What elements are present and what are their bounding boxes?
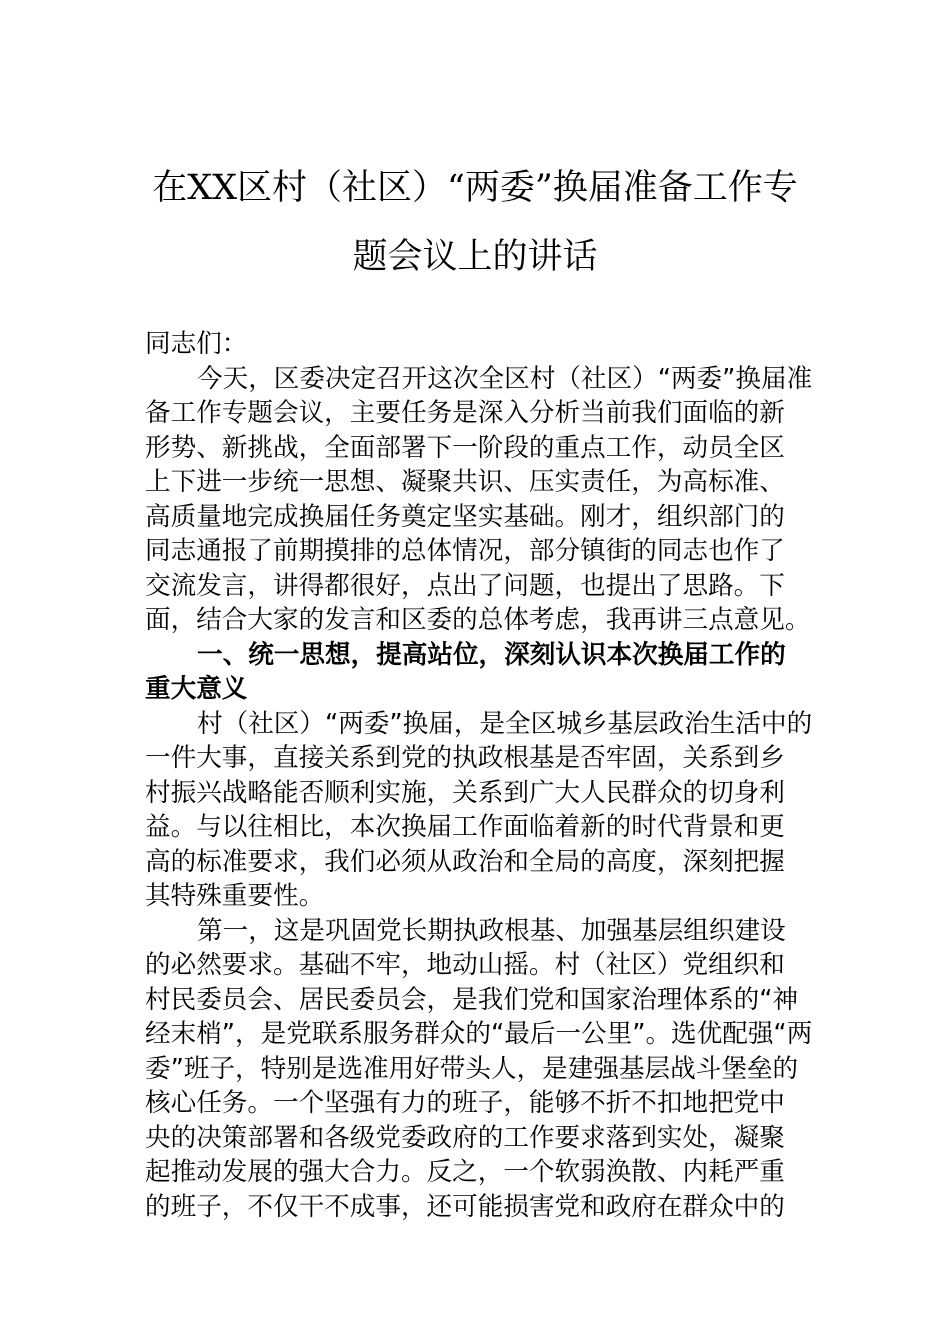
section-heading-line: 重大意义 (145, 674, 248, 704)
text-line: 备工作专题会议，主要任务是深入分析当前我们面临的新 (145, 398, 785, 428)
text-line: 的班子，不仅干不成事，还可能损害党和政府在群众中的 (145, 1191, 785, 1222)
text-line: 起推动发展的强大合力。反之，一个软弱涣散、内耗严重 (145, 1157, 785, 1187)
text-line: 高的标准要求，我们必须从政治和全局的高度，深刻把握 (145, 846, 785, 877)
text-line: 高质量地完成换届任务奠定坚实基础。刚才，组织部门的 (145, 501, 785, 532)
text-line: 一件大事，直接关系到党的执政根基是否牢固，关系到乡 (145, 743, 785, 773)
text-line: 村民委员会、居民委员会，是我们党和国家治理体系的“神 (145, 984, 799, 1015)
text-line: 面，结合大家的发言和区委的总体考虑，我再讲三点意见。 (145, 605, 811, 635)
text-line: 其特殊重要性。 (145, 881, 325, 911)
text-line: 同志通报了前期摸排的总体情况，部分镇街的同志也作了 (145, 536, 785, 566)
text-line: 益。与以往相比，本次换届工作面临着新的时代背景和更 (145, 812, 785, 842)
text-line: 今天，区委决定召开这次全区村（社区）“两委”换届准 (197, 363, 813, 394)
text-line: 央的决策部署和各级党委政府的工作要求落到实处，凝聚 (145, 1122, 785, 1153)
text-line: 上下进一步统一思想、凝聚共识、压实责任，为高标准、 (145, 467, 785, 497)
section-heading-line: 一、统一思想，提高站位，深刻认识本次换届工作的 (197, 639, 786, 670)
text-line: 村（社区）“两委”换届，是全区城乡基层政治生活中的 (197, 708, 813, 739)
text-line: 第一，这是巩固党长期执政根基、加强基层组织建设 (197, 915, 786, 946)
text-line: 核心任务。一个坚强有力的班子，能够不折不扣地把党中 (145, 1088, 785, 1118)
text-line: 形势、新挑战，全面部署下一阶段的重点工作，动员全区 (145, 432, 785, 463)
text-line: 村振兴战略能否顺利实施，关系到广大人民群众的切身利 (145, 777, 785, 808)
document-body (145, 327, 813, 1224)
text-line: 经末梢”，是党联系服务群众的“最后一公里”。选优配强“两 (145, 1019, 813, 1049)
text-line: 委”班子，特别是选准用好带头人，是建强基层战斗堡垒的 (145, 1053, 799, 1084)
document-title-line-2: 题会议上的讲话 (352, 237, 598, 277)
document-title-line-1: 在XX区村（社区）“两委”换届准备工作专 (152, 168, 798, 208)
text-line: 的必然要求。基础不牢，地动山摇。村（社区）党组织和 (145, 950, 785, 980)
text-line: 同志们： (145, 329, 248, 359)
text-line: 交流发言，讲得都很好，点出了问题，也提出了思路。下 (145, 570, 785, 601)
